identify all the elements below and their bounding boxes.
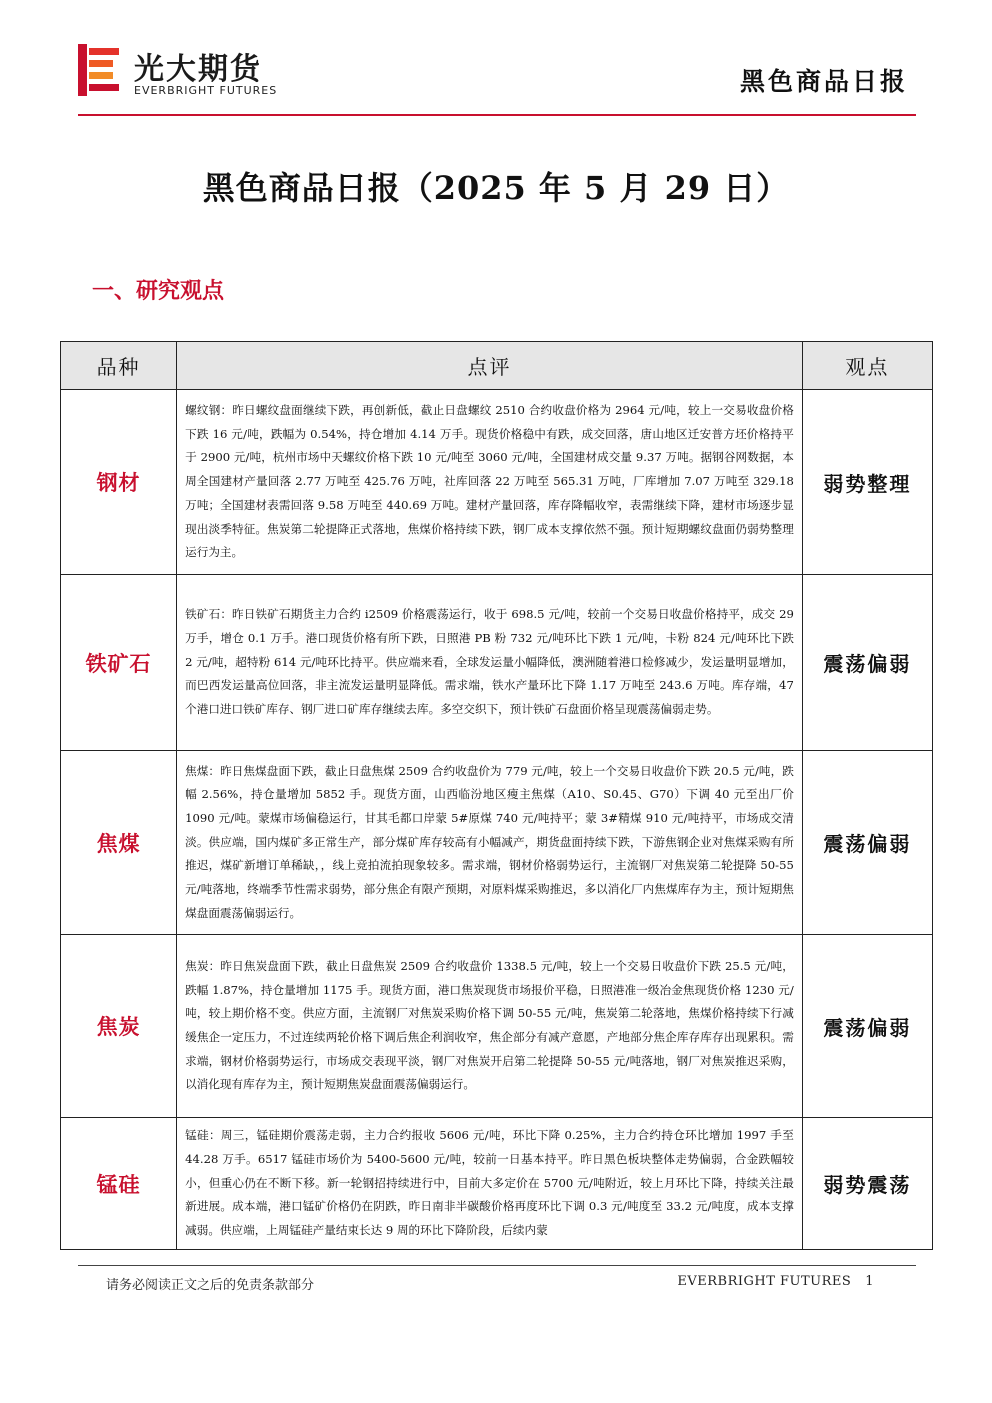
row-comment-cell	[177, 935, 803, 1118]
everbright-logo-icon	[78, 44, 120, 96]
row-comment: 焦炭：昨日焦炭盘面下跌，截止日盘焦炭 2509 合约收盘价 1338.5 元/吨，较上一个交易日收盘价下跌 25.5 元/吨，跌幅 1.87%，持仓量增加 1175 手。现货方面，港口焦炭现货市场报价平稳，日照港准一级冶金焦现货价格 1230 元/吨，较上期价格不变。供应方面，主流钢厂对焦炭采购价格下调 50-55 元/吨，焦炭第二轮落地，焦煤价格持续下行减缓焦企一定压力，不过连续两轮价格下调后焦企利润收窄，焦企部分有减产意愿，产地部分焦企库存库存出现累积。需求端，钢材价格弱势运行，市场成交表现平淡，钢厂对焦炭开启第二轮提降 50-55 元/吨落地，钢厂对焦炭推迟采购，以消化现有库存为主，预计短期焦炭盘面震荡偏弱运行。	[185, 958, 794, 1092]
table-row	[61, 390, 933, 575]
footer-company: EVERBRIGHT FUTURES	[677, 1274, 852, 1289]
research-view-table	[60, 341, 933, 1250]
row-category: 焦煤	[61, 751, 177, 935]
section-title: 一、研究观点	[92, 278, 225, 304]
logo-en-text: EVERBRIGHT FUTURES	[134, 84, 278, 97]
row-comment: 螺纹钢：昨日螺纹盘面继续下跌，再创新低，截止日盘螺纹 2510 合约收盘价格为 2964 元/吨，较上一交易收盘价格下跌 16 元/吨，跌幅为 0.54%，持仓增加 4.14 万手。现货价格稳中有跌，成交回落，唐山地区迁安普方坯价格持平于 2900 元/吨，杭州市场中天螺纹价格下跌 10 元/吨至 3060 元/吨，全国建材成交量 9.37 万吨。据钢谷网数据，本周全国建材产量回落 2.77 万吨至 425.76 万吨，社库回落 22 万吨至 565.31 万吨，厂库增加 7.07 万吨至 329.18 万吨；全国建材表需回落 9.58 万吨至 440.69 万吨。建材产量回落，库存降幅收窄，表需继续下降，建材市场逐步显现出淡季特征。焦炭第二轮提降正式落地，焦煤价格持续下跌，钢厂成本支撑依然不强。预计短期螺纹盘面仍弱势整理运行为主。	[185, 403, 794, 560]
page-number: 1	[865, 1274, 874, 1289]
row-category: 焦炭	[61, 935, 177, 1118]
row-view: 震荡偏弱	[802, 575, 932, 751]
row-view: 震荡偏弱	[802, 935, 932, 1118]
header-report-name: 黑色商品日报	[739, 67, 908, 96]
footer-company-page	[677, 1274, 874, 1289]
row-comment: 焦煤：昨日焦煤盘面下跌，截止日盘焦煤 2509 合约收盘价为 779 元/吨，较上一个交易日收盘价下跌 20.5 元/吨，跌幅 2.56%，持仓量增加 5852 手。现货方面，山西临汾地区瘦主焦煤（A10、S0.45、G70）下调 40 元至出厂价 1090 元/吨。蒙煤市场偏稳运行，甘其毛都口岸蒙 5#原煤 740 元/吨持平；蒙 3#精煤 910 元/吨持平，市场成交清淡。供应端，国内煤矿多正常生产，部分煤矿库存较高有小幅减产，期货盘面持续下跌，下游焦钢企业对焦煤采购有所推迟，煤矿新增订单稀缺，，线上竞拍流拍现象较多。需求端，钢材价格弱势运行，主流钢厂对焦炭第二轮提降 50-55 元/吨落地，终端季节性需求弱势，部分焦企有限产预期，对原料煤采购推迟，多以消化厂内焦煤库存为主，预计短期焦煤盘面震荡偏弱运行。	[185, 763, 794, 920]
row-comment-cell	[177, 1118, 803, 1250]
footer-disclaimer: 请务必阅读正文之后的免责条款部分	[106, 1278, 315, 1293]
row-comment: 铁矿石：昨日铁矿石期货主力合约 i2509 价格震荡运行，收于 698.5 元/吨，较前一个交易日收盘价格持平，成交 29 万手，增仓 0.1 万手。港口现货价格有所下跌，日照港 PB 粉 732 元/吨环比下跌 1 元/吨，卡粉 824 元/吨环比下跌 2 元/吨，超特粉 614 元/吨环比持平。供应端来看，全球发运量小幅降低，澳洲随着港口检修减少，发运量明显增加，而巴西发运量高位回落，非主流发运量明显降低。需求端，铁水产量环比下降 1.17 万吨至 243.6 万吨。库存端，47 个港口进口铁矿库存、钢厂进口矿库存继续去库。多空交织下，预计铁矿石盘面价格呈现震荡偏弱走势。	[185, 607, 794, 717]
logo-cn-text: 光大期货	[134, 52, 262, 87]
table-row	[61, 935, 933, 1118]
header-divider	[78, 114, 916, 116]
row-comment-cell	[177, 575, 803, 751]
row-view: 弱势震荡	[802, 1118, 932, 1250]
table-row	[61, 751, 933, 935]
report-title: 黑色商品日报（2025 年 5 月 29 日）	[202, 169, 790, 207]
header-comment: 点评	[177, 342, 803, 390]
row-comment: 锰硅：周三，锰硅期价震荡走弱，主力合约报收 5606 元/吨，环比下降 0.25%，主力合约持仓环比增加 1997 手至 44.28 万手。6517 锰硅市场价为 5400-5600 元/吨，较前一日基本持平。昨日黑色板块整体走势偏弱，合金跌幅较小，但重心仍在不断下移。新一轮钢招持续进行中，目前大多定价在 5700 元/吨附近，较上月环比下降，持续关注最新进展。成本端，港口锰矿价格仍在阴跌，昨日南非半碳酸价格再度环比下调 0.3 元/吨度至 33.2 元/吨度，成本支撑减弱。供应端，上周锰硅产量结束长达 9 周的环比下降阶段，后续内蒙	[185, 1128, 794, 1238]
table-row	[61, 1118, 933, 1250]
row-comment-cell	[177, 390, 803, 575]
table-row	[61, 575, 933, 751]
row-view: 震荡偏弱	[802, 751, 932, 935]
row-category: 铁矿石	[61, 575, 177, 751]
row-category: 锰硅	[61, 1118, 177, 1250]
row-comment-cell	[177, 751, 803, 935]
page-header	[78, 40, 916, 120]
table-header-row	[61, 342, 933, 390]
row-category: 钢材	[61, 390, 177, 575]
header-category: 品种	[61, 342, 177, 390]
footer-divider	[78, 1265, 916, 1266]
row-view: 弱势整理	[802, 390, 932, 575]
header-view: 观点	[802, 342, 932, 390]
